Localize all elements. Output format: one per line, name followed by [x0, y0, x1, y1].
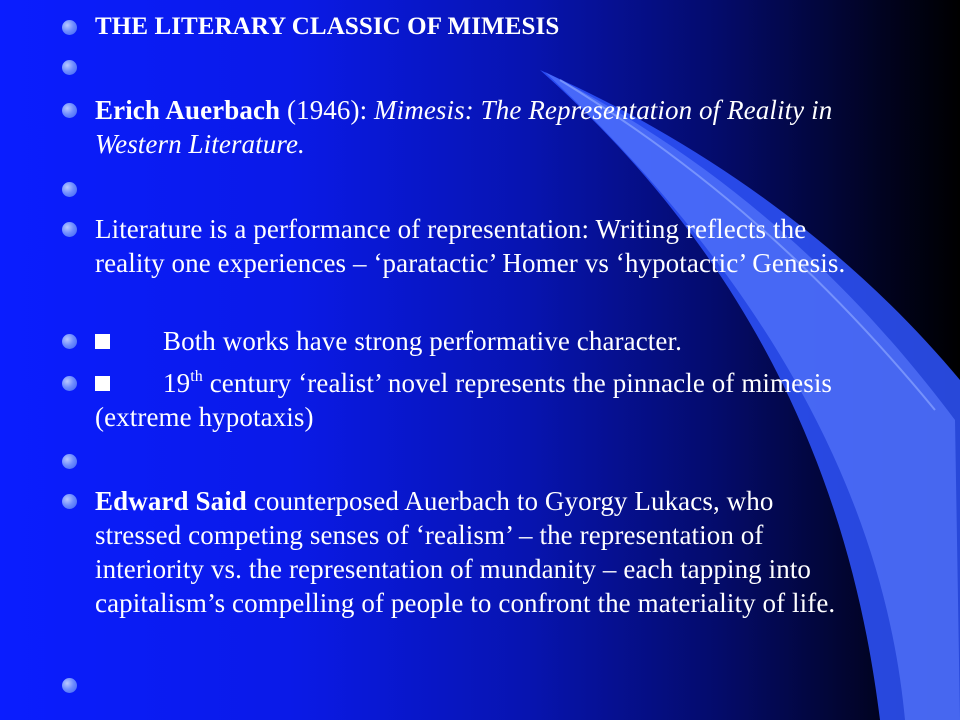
sub-point-paragraph [95, 324, 855, 358]
said-name: Edward Said [95, 486, 247, 516]
bullet-icon [62, 334, 77, 349]
auerbach-year: (1946): [280, 95, 375, 125]
slide-title: THE LITERARY CLASSIC OF MIMESIS [95, 13, 560, 40]
bullet-icon [62, 20, 77, 35]
sub-point-paragraph [95, 366, 855, 434]
auerbach-name: Erich Auerbach [95, 95, 281, 125]
bullet-icon [62, 103, 77, 118]
bullet-icon [62, 222, 77, 237]
bullet-icon [62, 376, 77, 391]
bullet-icon [62, 678, 77, 693]
bullet-icon [62, 494, 77, 509]
said-paragraph [95, 484, 855, 620]
bullet-icon [62, 60, 77, 75]
auerbach-paragraph [95, 93, 855, 161]
said-text: counterposed Auerbach to Gyorgy Lukacs, who stressed competing senses of ‘realism’ – the representation of interiority vs. the representation of mundanity – each tapping into capitalism’s compelling of people to confront the materiality of life. [95, 486, 836, 618]
sub-point-1: Both works have strong performative character. [163, 326, 682, 356]
century-number: 19 [163, 368, 191, 398]
bullet-icon [62, 182, 77, 197]
auerbach-book: Mimesis: The Representation of Reality in Western Literature. [95, 95, 833, 159]
century-suffix: th [190, 368, 203, 385]
sub-point-2: century ‘realist’ novel represents the pinnacle of mimesis (extreme hypotaxis) [95, 368, 833, 432]
bullet-icon [62, 454, 77, 469]
square-bullet-icon [95, 376, 110, 391]
square-bullet-icon [95, 334, 110, 349]
literature-paragraph: Literature is a performance of representation: Writing reflects the reality one experiences – ‘paratactic’ Homer vs ‘hypotactic’ Genesis. [95, 214, 846, 278]
